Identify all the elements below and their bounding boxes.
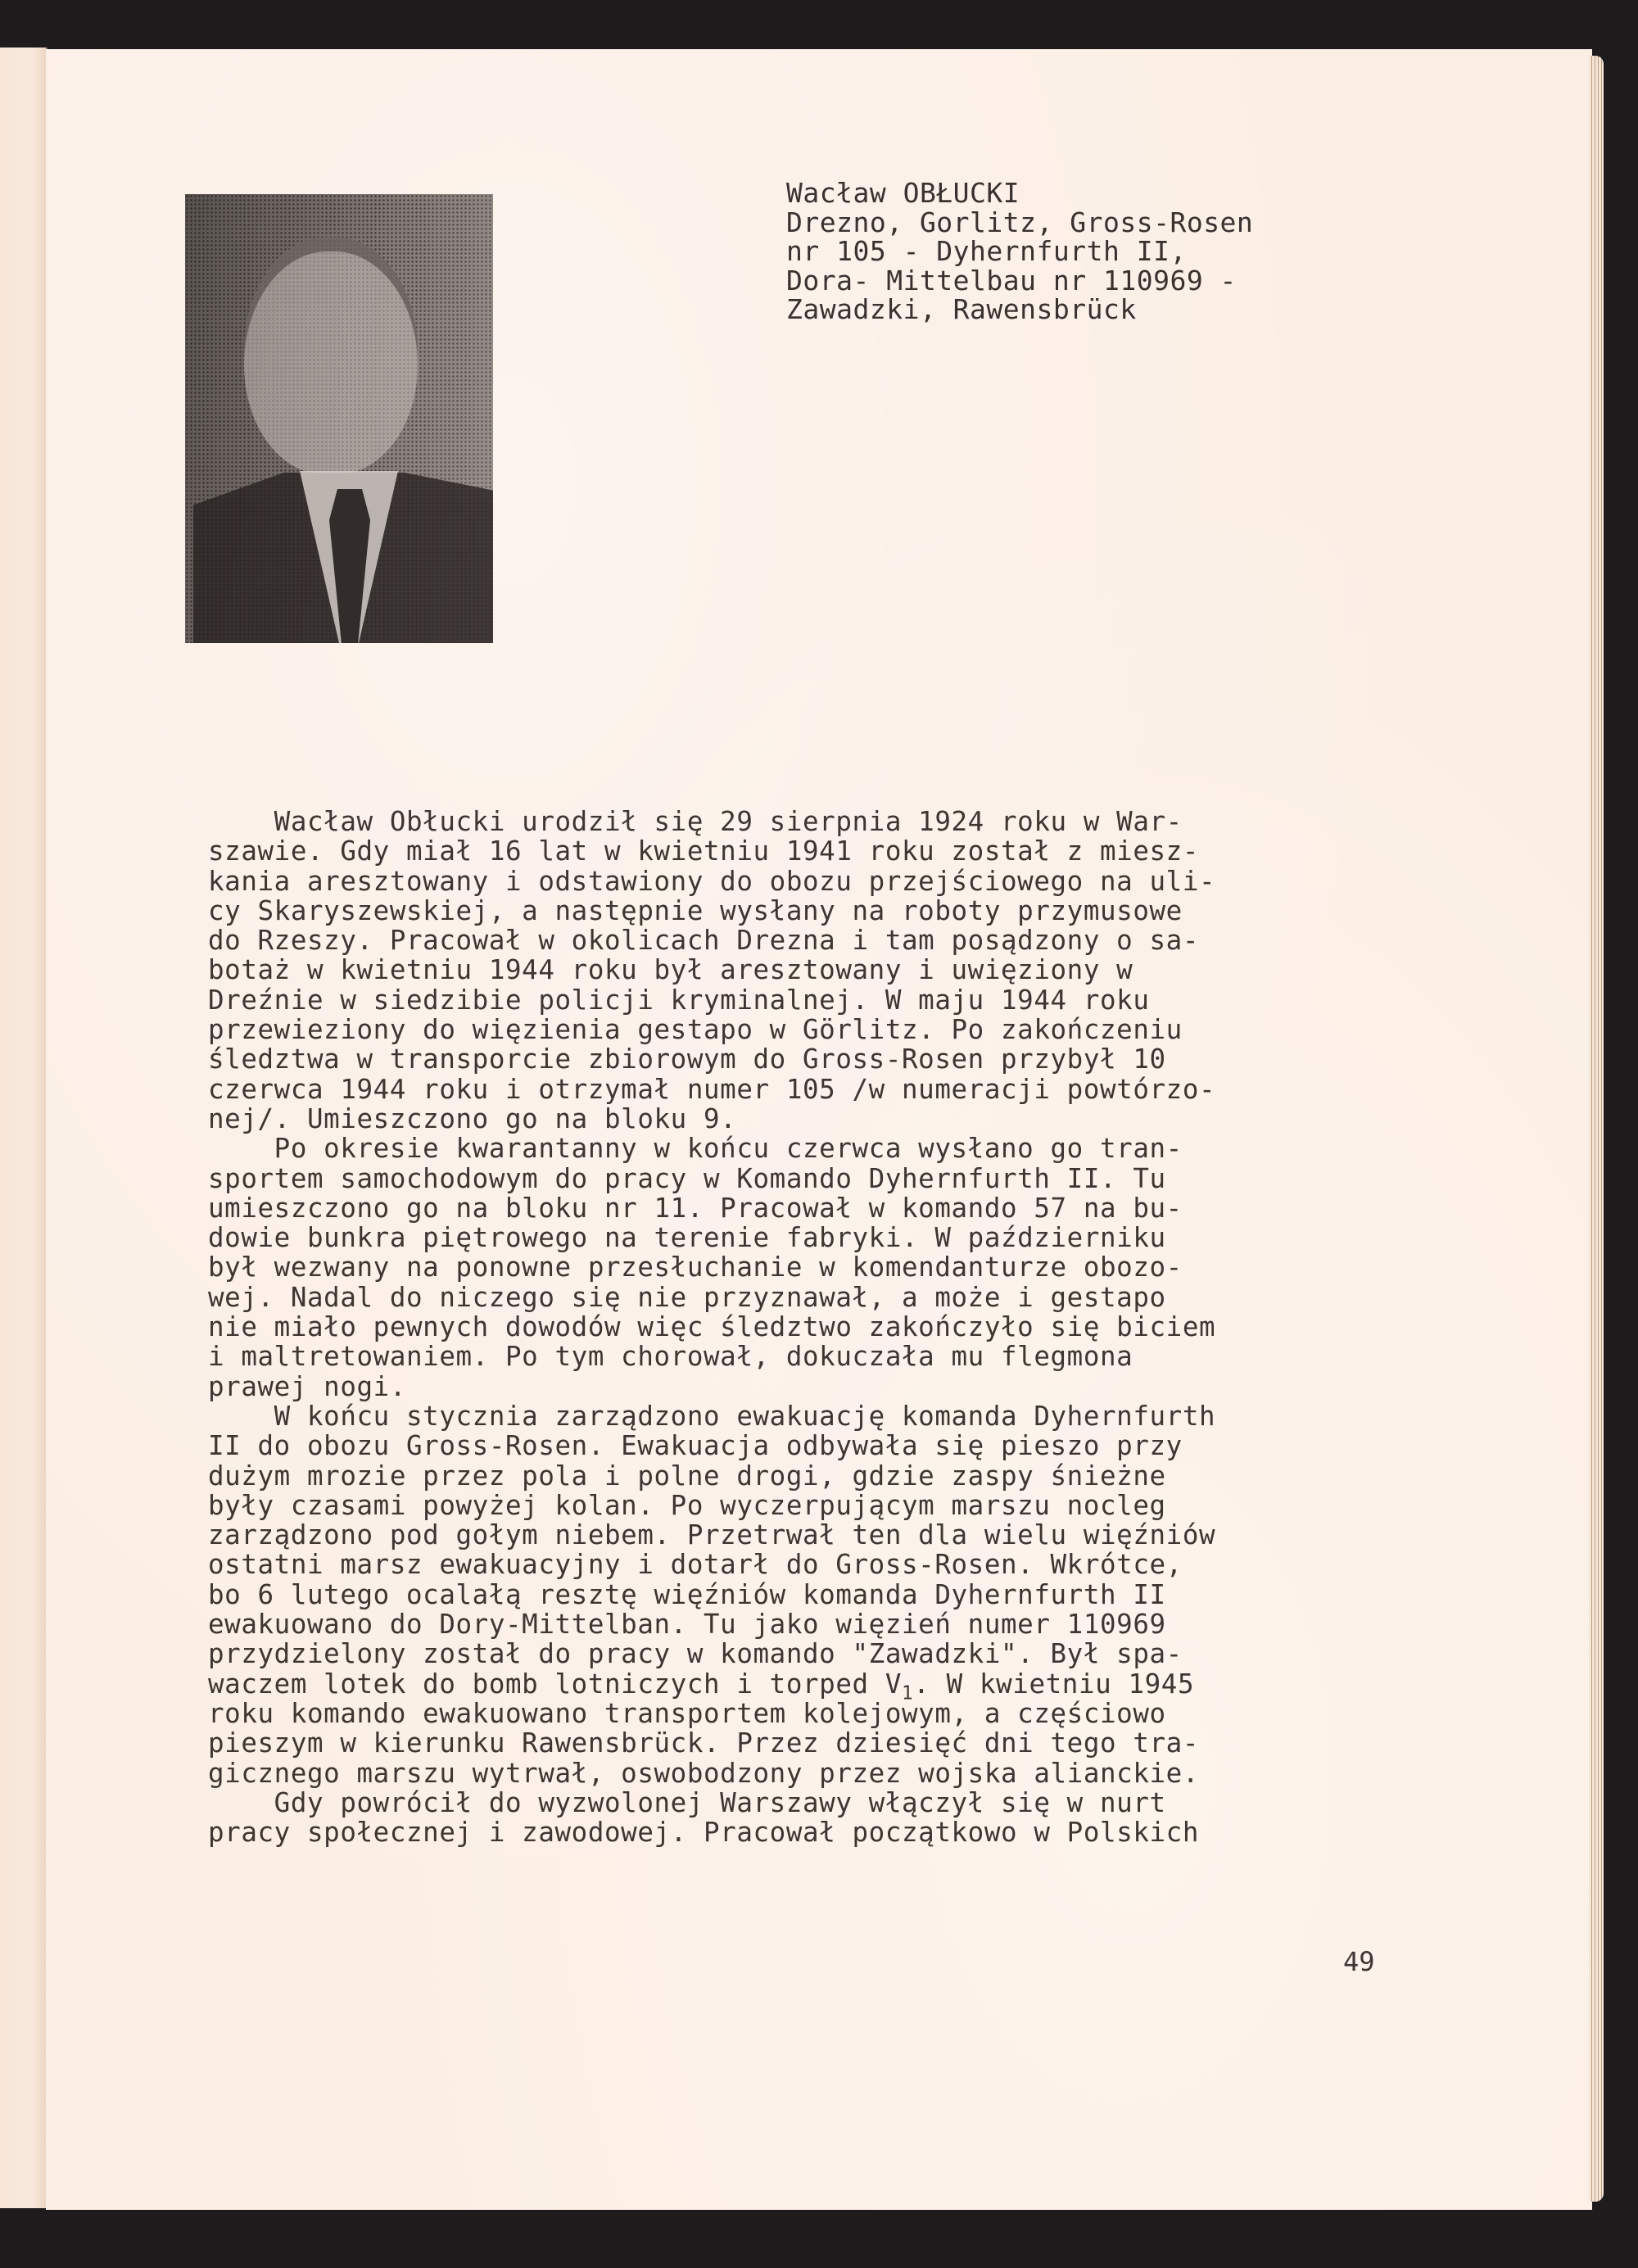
text-line: przydzielony został do pracy w komando "Zawadzki". Był spa- bbox=[208, 1638, 1183, 1670]
text-line: Gdy powrócił do wyzwolonej Warszawy włączył się w nurt bbox=[208, 1786, 1166, 1818]
text-line: Po okresie kwarantanny w końcu czerwca wysłano go tran- bbox=[208, 1133, 1183, 1165]
text-line: szawie. Gdy miał 16 lat w kwietniu 1941 roku został z miesz- bbox=[208, 835, 1199, 867]
camp-line: Dora- Mittelbau nr 110969 - bbox=[786, 264, 1237, 297]
camp-line: Zawadzki, Rawensbrück bbox=[786, 293, 1137, 325]
text-line: zarządzono pod gołym niebem. Przetrwał ten dla wielu więźniów bbox=[208, 1519, 1216, 1551]
page-number: 49 bbox=[1343, 1946, 1375, 1977]
text-line: były czasami powyżej kolan. Po wyczerpującym marszu nocleg bbox=[208, 1489, 1166, 1521]
text-line: roku komando ewakuowano transportem kolejowym, a częściowo bbox=[208, 1697, 1166, 1729]
subscript: 1 bbox=[902, 1682, 914, 1704]
text-line: Wacław Obłucki urodził się 29 sierpnia 1924 roku w War- bbox=[208, 806, 1183, 837]
text-line: nej/. Umieszczono go na bloku 9. bbox=[208, 1102, 737, 1134]
text-line: sportem samochodowym do pracy w Komando Dyhernfurth II. Tu bbox=[208, 1162, 1166, 1194]
text-line: do Rzeszy. Pracował w okolicach Drezna i tam posądzony o sa- bbox=[208, 925, 1199, 957]
text-line: botaż w kwietniu 1944 roku był aresztowany i uwięziony w bbox=[208, 954, 1133, 986]
text-line: pieszym w kierunku Rawensbrück. Przez dziesięć dni tego tra- bbox=[208, 1727, 1199, 1759]
facing-page-edge bbox=[0, 48, 48, 2208]
text-line-with-subscript bbox=[208, 1668, 1420, 1704]
biography-header bbox=[786, 179, 1253, 324]
page-stack-edges bbox=[1589, 56, 1604, 2202]
text-segment: waczem lotek do bomb lotniczych i torped V bbox=[208, 1668, 902, 1700]
text-line: dowie bunkra piętrowego na terenie fabryki. W październiku bbox=[208, 1222, 1166, 1254]
text-line: Dreźnie w siedzibie policji kryminalnej. W maju 1944 roku bbox=[208, 984, 1150, 1016]
biography-body bbox=[208, 807, 1420, 1847]
portrait-photo bbox=[185, 194, 493, 643]
photo-head bbox=[244, 237, 418, 474]
camp-line: Drezno, Gorlitz, Gross-Rosen bbox=[786, 206, 1254, 238]
text-line: ewakuowano do Dory-Mittelban. Tu jako więzień numer 110969 bbox=[208, 1609, 1166, 1641]
text-segment: . W kwietniu 1945 bbox=[913, 1668, 1195, 1700]
person-name: Wacław OBŁUCKI bbox=[786, 177, 1020, 209]
text-line: czerwca 1944 roku i otrzymał numer 105 /w numeracji powtórzo- bbox=[208, 1073, 1216, 1105]
text-line: pracy społecznej i zawodowej. Pracował początkowo w Polskich bbox=[208, 1817, 1199, 1849]
text-line: cy Skaryszewskiej, a następnie wysłany na roboty przymusowe bbox=[208, 894, 1183, 926]
text-line: gicznego marszu wytrwał, oswobodzony przez wojska alianckie. bbox=[208, 1757, 1199, 1789]
text-line: prawej nogi. bbox=[208, 1370, 406, 1402]
text-line: II do obozu Gross-Rosen. Ewakuacja odbywała się pieszo przy bbox=[208, 1430, 1183, 1462]
text-line: był wezwany na ponowne przesłuchanie w komendanturze obozo- bbox=[208, 1252, 1183, 1283]
text-line: wej. Nadal do niczego się nie przyznawał, a może i gestapo bbox=[208, 1281, 1166, 1313]
text-line: W końcu stycznia zarządzono ewakuację komanda Dyhernfurth bbox=[208, 1400, 1216, 1432]
text-line: dużym mrozie przez pola i polne drogi, gdzie zaspy śnieżne bbox=[208, 1460, 1166, 1492]
text-line: bo 6 lutego ocalałą resztę więźniów komanda Dyhernfurth II bbox=[208, 1578, 1166, 1610]
text-line: przewieziony do więzienia gestapo w Görlitz. Po zakończeniu bbox=[208, 1014, 1183, 1046]
camp-line: nr 105 - Dyhernfurth II, bbox=[786, 235, 1187, 267]
text-line: nie miało pewnych dowodów więc śledztwo zakończyło się biciem bbox=[208, 1311, 1216, 1343]
text-line: umieszczono go na bloku nr 11. Pracował w komando 57 na bu- bbox=[208, 1192, 1183, 1224]
text-line: ostatni marsz ewakuacyjny i dotarł do Gross-Rosen. Wkrótce, bbox=[208, 1549, 1183, 1581]
text-line: i maltretowaniem. Po tym chorował, dokuczała mu flegmona bbox=[208, 1341, 1133, 1373]
text-line: kania aresztowany i odstawiony do obozu przejściowego na uli- bbox=[208, 865, 1216, 897]
text-line: śledztwa w transporcie zbiorowym do Gross-Rosen przybył 10 bbox=[208, 1043, 1166, 1075]
